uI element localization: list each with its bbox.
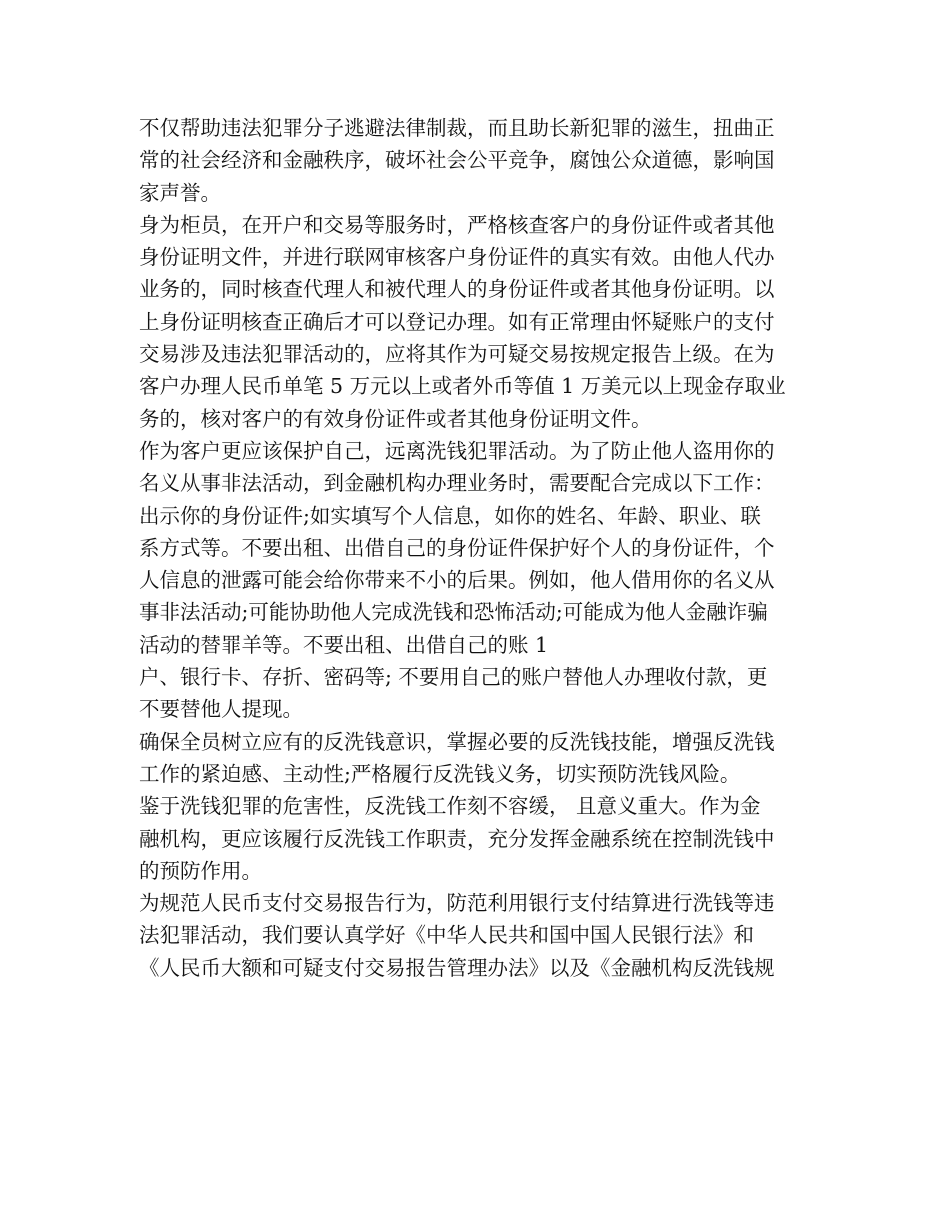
text-line: 的预防作用。 — [139, 858, 262, 883]
text-line: 活动的替罪羊等。不要出租、出借自己的账 1 — [139, 632, 549, 657]
text-line: 家声誉。 — [139, 180, 221, 205]
text-line: 名义从事非法活动，到金融机构办理业务时，需要配合完成以下工作： — [139, 471, 775, 496]
text-line: 系方式等。不要出租、出借自己的身份证件保护好个人的身份证件，个 — [139, 535, 775, 560]
text-line: 鉴于洗钱犯罪的危害性，反洗钱工作刻不容缓， 且意义重大。作为金 — [139, 794, 761, 819]
text-line: 工作的紧迫感、主动性;严格履行反洗钱义务，切实预防洗钱风险。 — [139, 761, 741, 786]
text-line: 身份证明文件，并进行联网审核客户身份证件的真实有效。由他人代办 — [139, 245, 775, 270]
text-line: 为规范人民币支付交易报告行为，防范利用银行支付结算进行洗钱等违 — [139, 891, 775, 916]
text-line: 确保全员树立应有的反洗钱意识，掌握必要的反洗钱技能，增强反洗钱 — [139, 729, 775, 754]
text-line: 融机构，更应该履行反洗钱工作职责，充分发挥金融系统在控制洗钱中 — [139, 826, 775, 851]
text-line: 不仅帮助违法犯罪分子逃避法律制裁，而且助长新犯罪的滋生，扭曲正 — [139, 116, 775, 140]
text-line: 人信息的泄露可能会给你带来不小的后果。例如，他人借用你的名义从 — [139, 568, 775, 593]
text-line: 出示你的身份证件;如实填写个人信息，如你的姓名、年龄、职业、联 — [139, 503, 761, 528]
body-text — [139, 112, 819, 984]
text-line: 事非法活动;可能协助他人完成洗钱和恐怖活动;可能成为他人金融诈骗 — [139, 600, 768, 625]
text-line: 业务的，同时核查代理人和被代理人的身份证件或者其他身份证明。以 — [139, 277, 775, 302]
text-line: 户、银行卡、存折、密码等; 不要用自己的账户替他人办理收付款，更 — [139, 665, 768, 690]
text-line: 上身份证明核查正确后才可以登记办理。如有正常理由怀疑账户的支付 — [139, 309, 775, 334]
text-line: 作为客户更应该保护自己，远离洗钱犯罪活动。为了防止他人盗用你的 — [139, 438, 775, 463]
text-line: 身为柜员，在开户和交易等服务时，严格核查客户的身份证件或者其他 — [139, 212, 775, 237]
text-line: 常的社会经济和金融秩序，破坏社会公平竞争，腐蚀公众道德，影响国 — [139, 148, 775, 173]
text-line: 《人民币大额和可疑支付交易报告管理办法》以及《金融机构反洗钱规 — [139, 955, 775, 980]
text-line: 务的，核对客户的有效身份证件或者其他身份证明文件。 — [139, 406, 652, 431]
text-line: 法犯罪活动，我们要认真学好《中华人民共和国中国人民银行法》和 — [139, 923, 754, 948]
text-line: 客户办理人民币单笔 5 万元以上或者外币等值 1 万美元以上现金存取业 — [139, 374, 786, 399]
text-line: 交易涉及违法犯罪活动的，应将其作为可疑交易按规定报告上级。在为 — [139, 342, 775, 367]
text-line: 不要替他人提现。 — [139, 697, 303, 722]
